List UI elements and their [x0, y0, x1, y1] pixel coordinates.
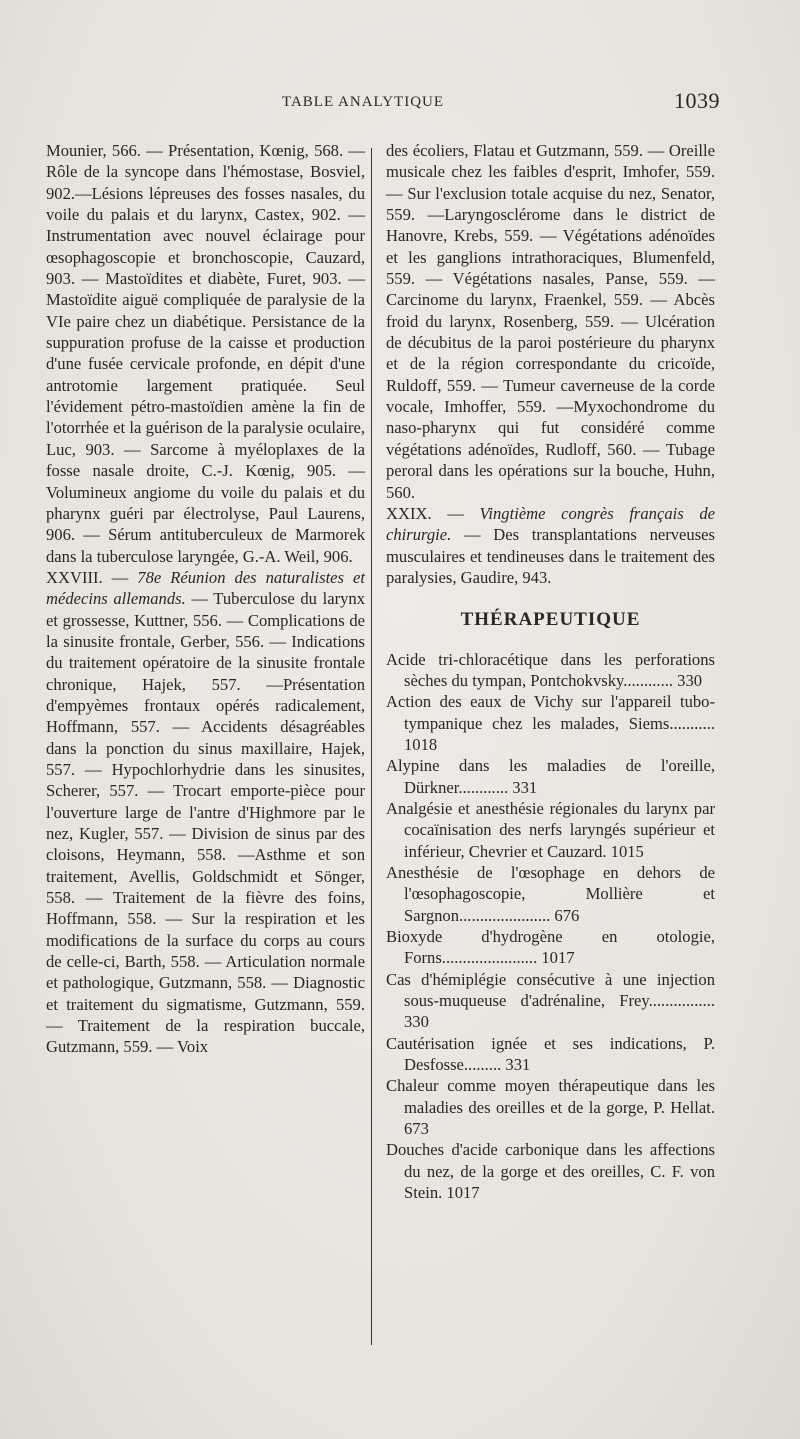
page-number: 1039	[674, 88, 720, 113]
therapy-entry: Action des eaux de Vichy sur l'appareil tubo-tympanique chez les malades, Siems........... 1018	[386, 692, 715, 754]
left-column	[46, 140, 365, 1058]
index-paragraph: Mounier, 566. — Présentation, Kœnig, 568. — Rôle de la syncope dans l'hémostase, Bosviel, 902.—Lésions lépreuses des fosses nasales, du voile du palais et du larynx, Castex, 902. — Instrumentation avec nouvel éclairage pour œsophagoscopie et bronchoscopie, Cauzard, 903. — Mastoïdites et diabète, Furet, 903. — Mastoïdite aiguë compliquée de paralysie de la VIe paire chez un diabétique. Persistance de la suppuration profuse de la caisse et production d'une fusée cervicale profonde, en dépit d'une antrotomie largement pratiquée. Seul l'évidement pétro-mastoïdien amène la fin de l'otorrhée et la guérison de la paralysie oculaire, Luc, 903. — Sarcome à myéloplaxes de la fosse nasale droite, C.-J. Kœnig, 905. — Volumineux angiome du voile du palais et du pharynx guéri par électrolyse, Paul Laurens, 906. — Sérum antituberculeux de Marmorek dans la tuberculose laryngée, G.-A. Weil, 906.	[46, 141, 365, 566]
therapy-entry: Douches d'acide carbonique dans les affections du nez, de la gorge et des oreilles, C. F. von Stein. 1017	[386, 1140, 715, 1203]
therapy-entry: Cautérisation ignée et ses indications, P. Desfosse......... 331	[386, 1033, 715, 1075]
therapy-entry: Bioxyde d'hydrogène en otologie, Forns....................... 1017	[386, 927, 715, 968]
page-header	[0, 88, 800, 120]
therapy-entry: Cas d'hémiplégie consécutive à une injection sous-muqueuse d'adrénaline, Frey................ 330	[386, 969, 715, 1032]
therapy-heading: THÉRAPEUTIQUE	[460, 609, 641, 631]
right-column	[386, 140, 715, 1204]
section-number: XXIX. —	[386, 503, 480, 523]
index-paragraph-continued: des écoliers, Flatau et Gutzmann, 559. — Oreille musicale chez les faibles d'esprit, Imhofer, 559. — Sur l'exclusion totale acquise du nez, Senator, 559. —Laryngosclérome dans le district de Hanovre, Krebs, 559. — Végétations adénoïdes et les ganglions intrathoraciques, Blumenfeld, 559. — Végétations nasales, Panse, 559. — Carcinome du larynx, Fraenkel, 559. — Abcès froid du larynx, Rosenberg, 559. — Ulcération de décubitus de la paroi postérieure du pharynx et de la région correspondante du cricoïde, Ruldoff, 559. — Tumeur caverneuse de la corde vocale, Imhoffer, 559. —Myxochondrome du naso-pharynx qui fut considéré comme végétations adénoïdes, Rudloff, 560. — Tubage peroral dans les opérations sur la bouche, Huhn, 560.	[386, 141, 715, 502]
section-text: — Des transplantations nerveuses musculaires et tendineuses dans le traitement des paralysies, Gaudire, 943.	[386, 525, 715, 587]
section-text: — Tuberculose du larynx et grossesse, Kuttner, 556. — Complications de la sinusite frontale, Gerber, 556. — Indications du traitement opératoire de la sinusite frontale chronique, Hajek, 557. —Présentation d'empyèmes frontaux opérés radicalement, Hoffmann, 557. — Accidents désagréables dans la ponction du sinus maxillaire, Hajek, 557. — Hypochlorhydrie dans les sinusites, Scherer, 557. — Trocart emporte-pièce pour l'ouverture large de l'antre d'Highmore par le nez, Kugler, 557. — Division de sinus par des cloisons, Heymann, 558. —Asthme et son traitement, Avellis, Goldschmidt et Sönger, 558. — Traitement de la fièvre des foins, Hoffmann, 558. — Sur la respiration et les modifications de la surface du corps au cours de celle-ci, Barth, 558. — Articulation normale et pathologique, Gutzmann, 558. — Diagnostic et traitement du sigmatisme, Gutzmann, 559. — Traitement de la respiration buccale, Gutzmann, 559. — Voix	[46, 589, 365, 1057]
therapy-list	[386, 649, 715, 1204]
running-title: TABLE ANALYTIQUE	[282, 94, 445, 110]
therapy-entry: Chaleur comme moyen thérapeutique dans les maladies des oreilles et de la gorge, P. Hellat. 673	[386, 1076, 715, 1139]
column-divider	[371, 148, 372, 1345]
therapy-entry: Anesthésie de l'œsophage en dehors de l'œsophagoscopie, Mollière et Sargnon...................... 676	[386, 863, 715, 925]
therapy-entry: Analgésie et anesthésie régionales du larynx par cocaïnisation des nerfs laryngés supérieur et inférieur, Chevrier et Cauzard. 1015	[386, 798, 715, 861]
section-xxviii	[46, 567, 365, 1058]
section-title: 78e Réunion des naturalistes et médecins allemands.	[46, 567, 365, 609]
therapy-entry: Acide tri-chloracétique dans les perforations sèches du tympan, Pontchokvsky............ 330	[386, 649, 715, 690]
section-number: XXVIII. —	[46, 567, 138, 587]
section-title: Vingtième congrès français de chirurgie.	[386, 503, 716, 545]
section-xxix	[386, 503, 715, 588]
therapy-entry: Alypine dans les maladies de l'oreille, Dürkner............ 331	[386, 756, 715, 797]
